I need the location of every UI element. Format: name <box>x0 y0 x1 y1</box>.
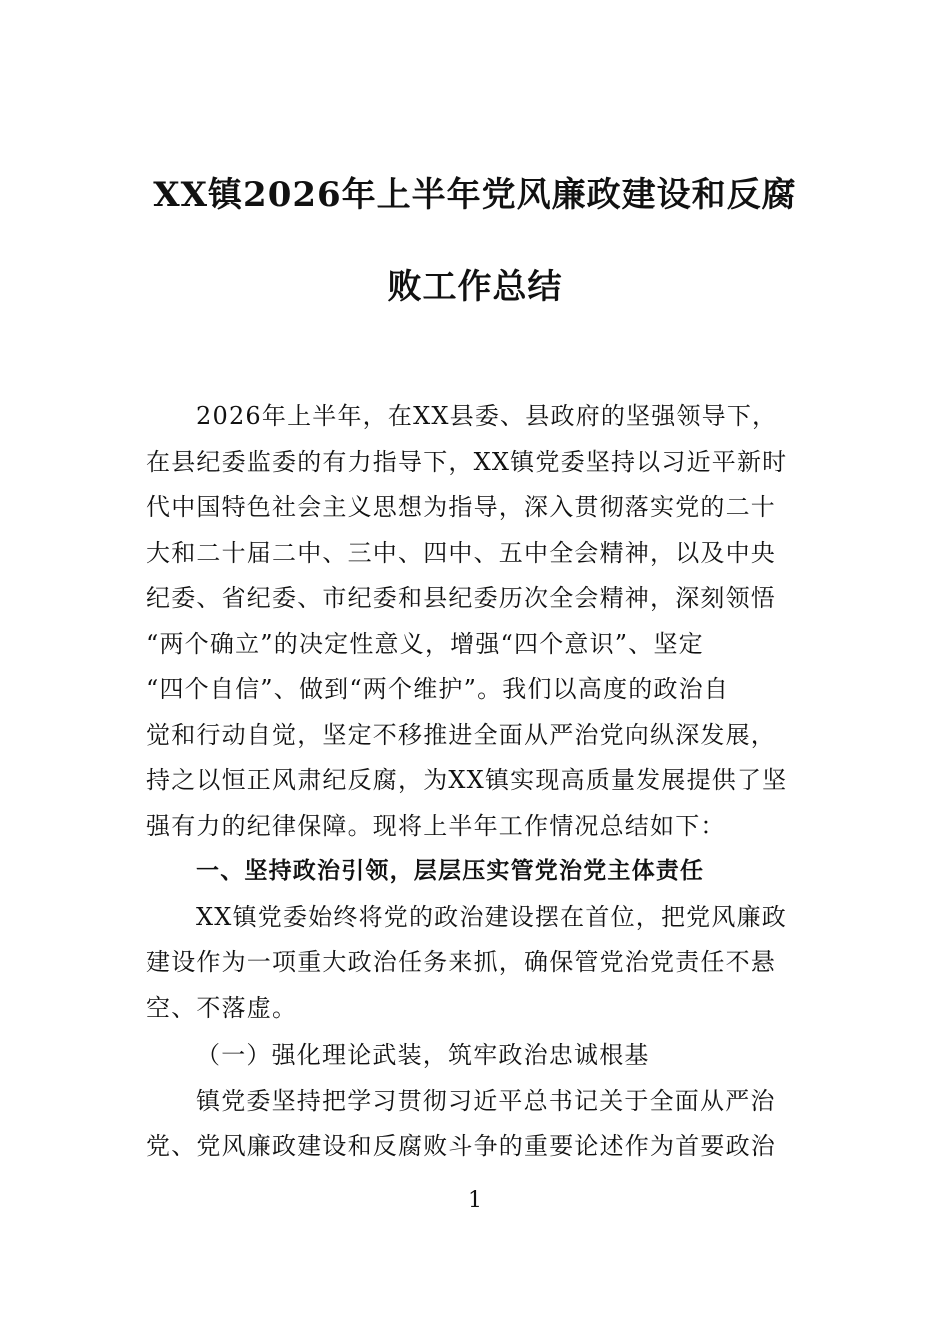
document-title-line-1: XX镇2026年上半年党风廉政建设和反腐 <box>153 175 797 215</box>
section-heading-1: 一、坚持政治引领，层层压实管党治党主体责任 <box>196 858 705 884</box>
text-line: 空、不落虚。 <box>146 993 298 1022</box>
text-line: 在县纪委监委的有力指导下，XX镇党委坚持以习近平新时 <box>146 447 788 476</box>
text-line: “两个确立”的决定性意义，增强“四个意识”、坚定 <box>146 629 704 658</box>
text-line: 强有力的纪律保障。现将上半年工作情况总结如下： <box>146 811 726 840</box>
body-paragraph <box>146 895 806 1032</box>
document-title-line-2: 败工作总结 <box>387 267 563 307</box>
text-line: 2026年上半年，在XX县委、县政府的坚强领导下， <box>196 402 778 430</box>
text-line: 觉和行动自觉，坚定不移推进全面从严治党向纵深发展， <box>146 720 776 749</box>
page-number: 1 <box>468 1188 482 1213</box>
body-paragraph <box>146 394 806 849</box>
body-paragraph <box>146 1079 806 1170</box>
text-line: 党、党风廉政建设和反腐败斗争的重要论述作为首要政治 <box>146 1132 776 1160</box>
text-line: XX镇党委始终将党的政治建设摆在首位，把党风廉政 <box>196 902 787 931</box>
text-line: 建设作为一项重大政治任务来抓，确保管党治党责任不悬 <box>146 948 776 976</box>
text-line: 纪委、省纪委、市纪委和县纪委历次全会精神，深刻领悟 <box>146 584 776 612</box>
document-body <box>146 394 806 1170</box>
subsection-heading-1: （一）强化理论武装，筑牢政治忠诚根基 <box>196 1041 650 1069</box>
text-line: “四个自信”、做到“两个维护”。我们以高度的政治自 <box>146 675 730 703</box>
text-line: 持之以恒正风肃纪反腐，为XX镇实现高质量发展提供了坚 <box>146 766 788 794</box>
text-line: 大和二十届二中、三中、四中、五中全会精神，以及中央 <box>146 538 776 567</box>
text-line: 镇党委坚持把学习贯彻习近平总书记关于全面从严治 <box>196 1086 776 1115</box>
text-line: 代中国特色社会主义思想为指导，深入贯彻落实党的二十 <box>146 493 776 521</box>
